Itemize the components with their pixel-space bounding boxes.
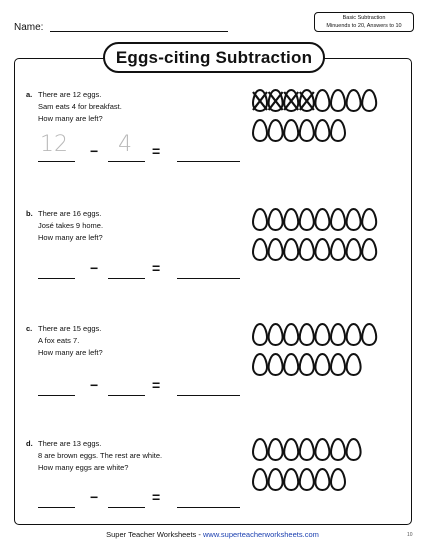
problem-letter: b. — [26, 209, 33, 218]
answer-blank[interactable] — [177, 507, 240, 508]
egg-icon — [347, 90, 361, 111]
egg-icon — [331, 469, 345, 490]
footer-separator: - — [196, 530, 203, 539]
egg-icon — [253, 120, 267, 141]
egg-icon — [253, 324, 267, 345]
answer-blank[interactable] — [177, 161, 240, 162]
egg-group — [252, 437, 382, 497]
egg-icon — [284, 209, 298, 230]
question-line-2: Sam eats 4 for breakfast. — [38, 102, 122, 111]
egg-icon — [315, 209, 329, 230]
minus-sign: − — [90, 260, 99, 276]
minuend-blank[interactable] — [38, 507, 75, 508]
egg-icon — [347, 239, 361, 260]
crossed-egg-icon — [253, 90, 267, 111]
egg-group — [252, 207, 382, 267]
question-line-1: There are 15 eggs. — [38, 324, 102, 333]
egg-icon — [253, 209, 267, 230]
question-line-1: There are 16 eggs. — [38, 209, 102, 218]
egg-icon — [362, 324, 376, 345]
egg-icon — [284, 239, 298, 260]
egg-icon — [300, 209, 314, 230]
footer-brand: Super Teacher Worksheets — [106, 530, 197, 539]
question-line-1: There are 13 eggs. — [38, 439, 102, 448]
subtrahend-blank[interactable] — [108, 161, 145, 162]
worksheet-title: Eggs-citing Subtraction — [103, 42, 325, 73]
egg-icon — [331, 90, 345, 111]
page-number: 10 — [407, 532, 413, 538]
problem-letter: c. — [26, 324, 33, 333]
crossed-egg-icon — [269, 90, 283, 111]
question-line-3: How many are left? — [38, 348, 103, 357]
egg-icon — [253, 354, 267, 375]
subtrahend-blank[interactable] — [108, 278, 145, 279]
problem-a — [0, 88, 425, 188]
egg-icon — [347, 439, 361, 460]
egg-icon — [315, 469, 329, 490]
egg-icon — [331, 324, 345, 345]
equals-sign: = — [152, 143, 161, 159]
egg-icon — [315, 90, 329, 111]
problem-b — [0, 207, 425, 307]
name-input-line[interactable] — [50, 31, 228, 32]
question-line-2: A fox eats 7. — [38, 336, 80, 345]
egg-icon — [284, 324, 298, 345]
egg-icon — [284, 120, 298, 141]
egg-icon — [269, 120, 283, 141]
subtrahend-blank[interactable] — [108, 395, 145, 396]
egg-icon — [300, 324, 314, 345]
egg-icon — [315, 439, 329, 460]
subtrahend-blank[interactable] — [108, 507, 145, 508]
answer-blank[interactable] — [177, 395, 240, 396]
egg-icon — [362, 90, 376, 111]
traced-minuend: 12 — [40, 132, 68, 157]
egg-icon — [300, 120, 314, 141]
egg-icon — [347, 324, 361, 345]
equals-sign: = — [152, 260, 161, 276]
egg-icon — [253, 239, 267, 260]
topic-line-1: Basic Subtraction — [342, 15, 386, 21]
egg-icon — [331, 354, 345, 375]
egg-icon — [269, 239, 283, 260]
egg-icon — [331, 439, 345, 460]
minuend-blank[interactable] — [38, 278, 75, 279]
problem-c — [0, 322, 425, 422]
problem-d — [0, 437, 425, 537]
egg-icon — [284, 439, 298, 460]
question-line-2: 8 are brown eggs. The rest are white. — [38, 451, 163, 460]
problem-letter: d. — [26, 439, 33, 448]
egg-icon — [300, 354, 314, 375]
egg-icon — [362, 239, 376, 260]
egg-icon — [331, 209, 345, 230]
egg-icon — [269, 354, 283, 375]
traced-subtrahend: 4 — [118, 132, 132, 157]
egg-group — [252, 322, 382, 382]
egg-icon — [362, 209, 376, 230]
egg-icon — [315, 324, 329, 345]
topic-box — [314, 12, 414, 32]
egg-icon — [347, 354, 361, 375]
egg-icon — [253, 439, 267, 460]
egg-icon — [315, 120, 329, 141]
egg-icon — [300, 239, 314, 260]
egg-icon — [300, 439, 314, 460]
topic-line-2: Minuends to 20, Answers to 10 — [326, 22, 402, 29]
crossed-egg-icon — [300, 90, 314, 111]
problem-letter: a. — [26, 90, 33, 99]
egg-icon — [253, 469, 267, 490]
question-line-1: There are 12 eggs. — [38, 90, 102, 99]
minus-sign: − — [90, 377, 99, 393]
question-line-3: How many are left? — [38, 114, 103, 123]
egg-icon — [269, 324, 283, 345]
question-line-2: José takes 9 home. — [38, 221, 104, 230]
minus-sign: − — [90, 143, 99, 159]
egg-icon — [269, 469, 283, 490]
answer-blank[interactable] — [177, 278, 240, 279]
equals-sign: = — [152, 489, 161, 505]
name-label: Name: — [14, 22, 44, 33]
question-line-3: How many are left? — [38, 233, 103, 242]
egg-icon — [284, 469, 298, 490]
minus-sign: − — [90, 489, 99, 505]
egg-group — [252, 88, 382, 148]
question-line-3: How many eggs are white? — [38, 463, 129, 472]
minuend-blank[interactable] — [38, 395, 75, 396]
footer — [0, 530, 425, 539]
minuend-blank[interactable] — [38, 161, 75, 162]
footer-url-link[interactable]: www.superteacherworksheets.com — [202, 530, 319, 539]
egg-icon — [315, 239, 329, 260]
egg-icon — [347, 209, 361, 230]
egg-icon — [331, 239, 345, 260]
egg-icon — [269, 209, 283, 230]
egg-icon — [269, 439, 283, 460]
egg-icon — [300, 469, 314, 490]
crossed-egg-icon — [284, 90, 298, 111]
egg-icon — [331, 120, 345, 141]
equals-sign: = — [152, 377, 161, 393]
egg-icon — [315, 354, 329, 375]
egg-icon — [284, 354, 298, 375]
